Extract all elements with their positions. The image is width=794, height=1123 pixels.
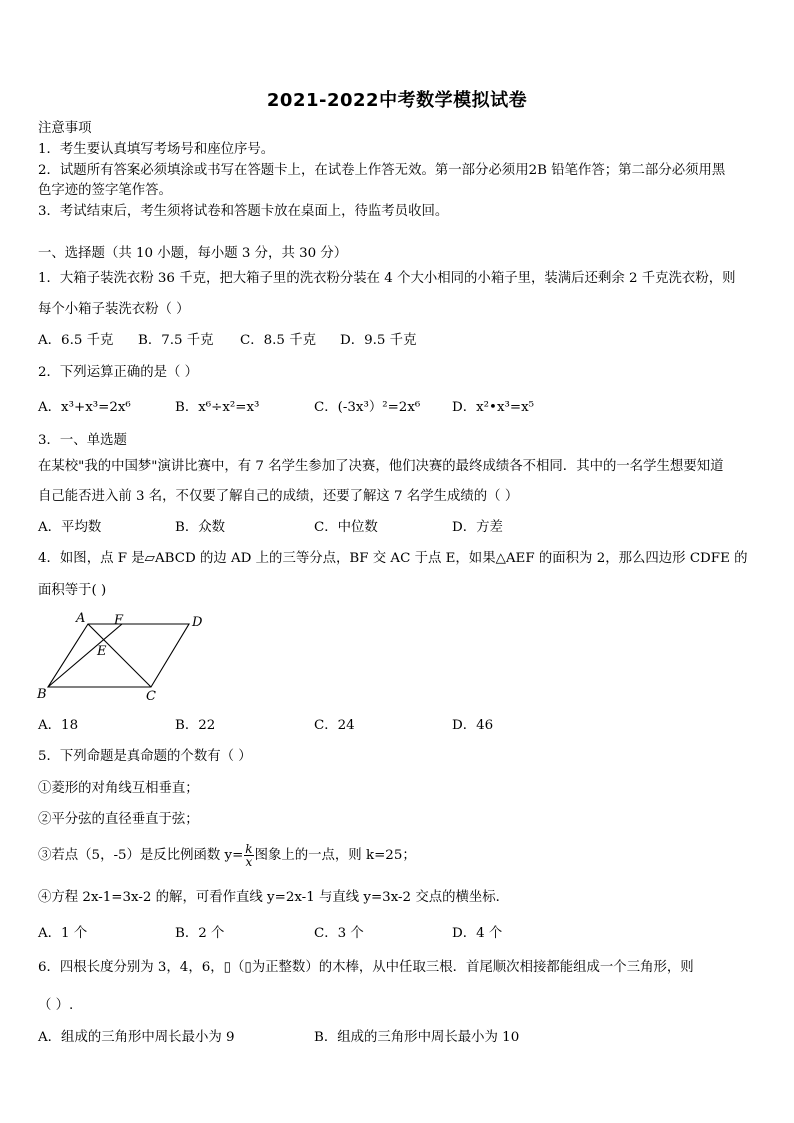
label-e: E: [97, 644, 107, 659]
parallelogram-figure: [36, 612, 211, 708]
notice-item-2-cont: 色字迹的签字笔作答。: [38, 183, 172, 198]
fraction-denominator: x: [245, 855, 253, 869]
q5-statement-3: [38, 843, 758, 868]
q2-option-c: C．(-3x³）²=2x⁶: [314, 400, 421, 415]
q4-stem-cont: 面积等于( ): [38, 583, 107, 598]
notice-item-1: 1．考生要认真填写考场号和座位序号。: [38, 142, 275, 157]
label-b: B: [37, 687, 47, 702]
q2-option-d: D．x²•x³=x⁵: [452, 400, 535, 415]
q1-option-c: C．8.5 千克: [240, 333, 316, 348]
q1-option-d: D．9.5 千克: [340, 333, 417, 348]
parallelogram-outline: [48, 624, 189, 687]
q4-option-b: B．22: [175, 718, 216, 733]
fraction-k-over-x: [244, 843, 253, 868]
q3-option-d: D．方差: [452, 520, 503, 535]
q6-option-a: A．组成的三角形中周长最小为 9: [38, 1030, 235, 1045]
q2-stem: 2．下列运算正确的是（ ）: [38, 365, 199, 380]
parallelogram-diagram: [36, 612, 211, 704]
notice-heading: 注意事项: [38, 121, 92, 136]
fraction-numerator: k: [245, 842, 253, 856]
q5-statement-3-post: 图象上的一点，则 k=25；: [254, 848, 416, 863]
q5-statement-1: ①菱形的对角线互相垂直；: [38, 781, 199, 796]
notice-item-2: 2．试题所有答案必须填涂或书写在答题卡上，在试卷上作答无效。第一部分必须用2B 铅笔作答；第二部分必须用黑: [38, 163, 726, 178]
q4-stem: 4．如图，点 F 是▱ABCD 的边 AD 上的三等分点，BF 交 AC 于点 E，如果△AEF 的面积为 2，那么四边形 CDFE 的: [38, 551, 748, 566]
q6-stem: 6．四根长度分别为 3，4，6，▯（▯为正整数）的木棒，从中任取三根．首尾顺次相接都能组成一个三角形，则: [38, 960, 694, 975]
label-c: C: [146, 689, 156, 704]
q5-statement-3-pre: ③若点（5，-5）是反比例函数 y=: [38, 848, 244, 863]
q3-body-cont: 自己能否进入前 3 名，不仅要了解自己的成绩，还要了解这 7 名学生成绩的（ ）: [38, 489, 519, 504]
exam-title: 2021-2022中考数学模拟试卷: [266, 90, 528, 111]
segment-bf: [48, 624, 122, 687]
q3-stem: 3．一、单选题: [38, 433, 127, 448]
q1-option-a: A．6.5 千克: [38, 333, 114, 348]
q5-option-a: A．1 个: [38, 926, 88, 941]
q5-statement-4: ④方程 2x-1=3x-2 的解，可看作直线 y=2x-1 与直线 y=3x-2 交点的横坐标．: [38, 890, 510, 905]
label-d: D: [192, 615, 203, 630]
q1-option-b: B．7.5 千克: [138, 333, 214, 348]
q5-option-c: C．3 个: [314, 926, 364, 941]
q3-option-a: A．平均数: [38, 520, 102, 535]
label-f: F: [114, 613, 124, 628]
label-a: A: [76, 612, 86, 626]
q3-option-b: B．众数: [175, 520, 226, 535]
q4-option-c: C．24: [314, 718, 355, 733]
q4-option-a: A．18: [38, 718, 79, 733]
q5-statement-2: ②平分弦的直径垂直于弦；: [38, 812, 199, 827]
q1-stem-cont: 每个小箱子装洗衣粉（ ）: [38, 302, 190, 317]
q3-option-c: C．中位数: [314, 520, 378, 535]
q5-stem: 5．下列命题是真命题的个数有（ ）: [38, 749, 252, 764]
q2-option-b: B．x⁶÷x²=x³: [175, 400, 260, 415]
q5-option-b: B．2 个: [175, 926, 225, 941]
q2-option-a: A．x³+x³=2x⁶: [38, 400, 131, 415]
q3-body: 在某校"我的中国梦"演讲比赛中，有 7 名学生参加了决赛，他们决赛的最终成绩各不相同．其中的一名学生想要知道: [38, 459, 724, 474]
q6-stem-cont: （ ）.: [38, 998, 74, 1013]
notice-item-3: 3．考试结束后，考生须将试卷和答题卡放在桌面上，待监考员收回。: [38, 204, 449, 219]
q6-option-b: B．组成的三角形中周长最小为 10: [314, 1030, 520, 1045]
q1-stem: 1．大箱子装洗衣粉 36 千克，把大箱子里的洗衣粉分装在 4 个大小相同的小箱子里，装满后还剩余 2 千克洗衣粉，则: [38, 271, 736, 286]
q5-option-d: D．4 个: [452, 926, 503, 941]
q4-option-d: D．46: [452, 718, 494, 733]
section-heading: 一、选择题（共 10 小题，每小题 3 分，共 30 分）: [38, 246, 348, 261]
